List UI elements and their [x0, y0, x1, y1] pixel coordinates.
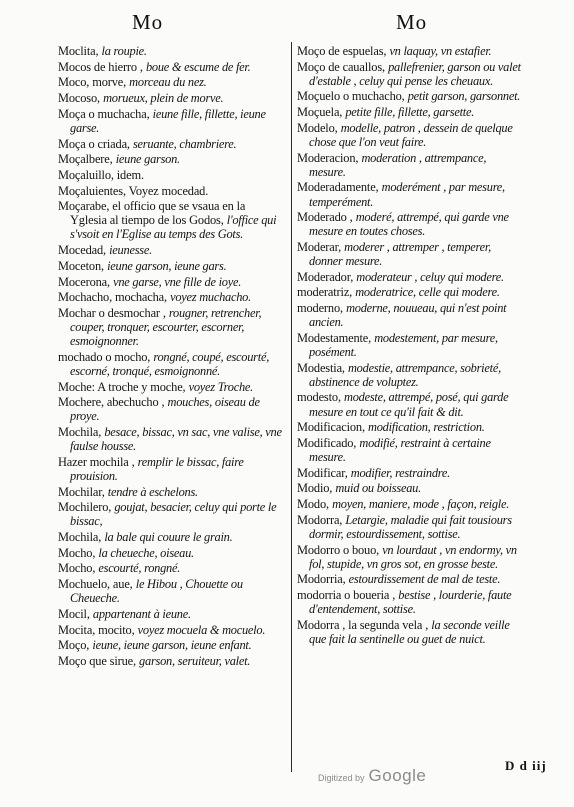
- dictionary-entry: [58, 500, 284, 528]
- entry-headword: Mocedad,: [58, 243, 106, 258]
- entry-headword: Mochilar,: [58, 484, 105, 499]
- entry-translation: moderation , attrempance, mesure.: [309, 150, 487, 179]
- dictionary-entry: [297, 240, 523, 268]
- entry-translation: escourté, rongné.: [98, 561, 181, 576]
- entry-headword: Hazer mochila ,: [58, 454, 135, 469]
- dictionary-entry: [58, 623, 284, 637]
- entry-translation: moderément , par mesure, temperément.: [309, 180, 505, 209]
- entry-translation: appartenant à ieune.: [92, 606, 191, 621]
- entry-headword: Mochilero,: [58, 500, 112, 515]
- dictionary-entry: [58, 243, 284, 257]
- entry-translation: muid ou boisseau.: [335, 481, 421, 496]
- dictionary-entry: [297, 285, 523, 299]
- entry-translation: modelle, patron , dessein de quelque chose que l'on veut faire.: [309, 120, 513, 149]
- entry-headword: modorria o boueria ,: [297, 588, 396, 603]
- entry-headword: Moderacion,: [297, 150, 359, 165]
- dictionary-entry: [58, 380, 284, 394]
- entry-headword: Moçarabe, el officio que se vsaua en la Yglesia al tiempo de los Godos,: [58, 199, 246, 228]
- entry-translation: voyez Troche.: [188, 379, 254, 394]
- dictionary-entry: [58, 137, 284, 151]
- entry-headword: Mochacho, mochacha,: [58, 290, 167, 305]
- entry-headword: Mocho,: [58, 561, 96, 576]
- entry-translation: moderatrice, celle qui modere.: [355, 285, 500, 300]
- dictionary-entry: [297, 420, 523, 434]
- dictionary-entry: [297, 572, 523, 586]
- entry-headword: Moçuela,: [297, 105, 343, 120]
- entry-translation: la cheueche, oiseau.: [98, 545, 194, 560]
- column-divider: [291, 42, 292, 772]
- entry-translation: l'office qui s'vsoit en l'Eglise au temps des Gots.: [70, 213, 277, 242]
- dictionary-entry: [58, 199, 284, 241]
- entry-headword: modesto,: [297, 390, 341, 405]
- entry-translation: morueux, plein de morve.: [103, 91, 224, 106]
- entry-headword: Moço,: [58, 638, 90, 653]
- dictionary-entry: [58, 107, 284, 135]
- entry-headword: Moço de espuelas,: [297, 44, 387, 58]
- dictionary-entry: [58, 60, 284, 74]
- dictionary-entry: [58, 152, 284, 166]
- entry-headword: Modificado,: [297, 435, 357, 450]
- entry-translation: ieune garson.: [115, 152, 180, 167]
- entry-headword: Mochila,: [58, 425, 102, 440]
- entry-translation: la bale qui couure le grain.: [104, 530, 233, 545]
- entry-translation: boue & escume de fer.: [145, 59, 251, 74]
- entry-headword: Moçaluientes, Voyez mocedad.: [58, 183, 209, 198]
- entry-headword: Mocita, mocito,: [58, 622, 135, 637]
- dictionary-entry: [58, 306, 284, 348]
- entry-headword: Moçalbere,: [58, 152, 113, 167]
- dictionary-entry: [297, 618, 523, 646]
- entry-translation: Letargie, maladie qui fait tousiours dormir, estourdissement, sottise.: [309, 512, 512, 541]
- dictionary-entry: [58, 577, 284, 605]
- entry-translation: vn lourdaut , vn endormy, vn fol, stupide, vn gros sot, en grosse beste.: [309, 542, 517, 571]
- signature-mark: D d iij: [505, 758, 547, 773]
- dictionary-entry: [58, 350, 284, 378]
- entry-headword: Mochere, abechucho ,: [58, 395, 165, 410]
- entry-translation: ieune, ieune garson, ieune enfant.: [92, 638, 252, 653]
- entry-headword: Mocil,: [58, 606, 90, 621]
- dictionary-entry: [58, 91, 284, 105]
- entry-translation: estourdissement de mal de teste.: [348, 572, 501, 587]
- dictionary-entry: [58, 546, 284, 560]
- entry-headword: Moçuelo o muchacho,: [297, 89, 405, 104]
- dictionary-entry: [58, 425, 284, 453]
- entry-headword: Moceton,: [58, 258, 104, 273]
- entry-headword: Moderado ,: [297, 210, 353, 225]
- dictionary-entry: [297, 270, 523, 284]
- entry-headword: Mocos de hierro ,: [58, 59, 143, 74]
- entry-translation: voyez mocuela & mocuelo.: [137, 622, 266, 637]
- entry-translation: le Hibou , Chouette ou Cheueche.: [70, 577, 243, 606]
- entry-headword: Moderadamente,: [297, 180, 379, 195]
- dictionary-entry: [58, 44, 284, 58]
- left-column: [58, 44, 284, 670]
- entry-translation: besace, bissac, vn sac, vne valise, vne faulse housse.: [70, 425, 282, 454]
- dictionary-entry: [58, 561, 284, 575]
- dictionary-entry: [297, 180, 523, 208]
- entry-headword: Modorro o bouo,: [297, 542, 380, 557]
- dictionary-entry: [297, 588, 523, 616]
- entry-translation: moderateur , celuy qui modere.: [356, 269, 504, 284]
- entry-headword: Modificacion,: [297, 420, 365, 435]
- entry-translation: ieunesse.: [109, 243, 152, 258]
- entry-headword: Moça o criada,: [58, 136, 130, 151]
- entry-headword: Moco, morve,: [58, 75, 127, 90]
- entry-headword: mochado o mocho,: [58, 349, 151, 364]
- entry-translation: rongné, coupé, escourté, escorné, tronqué, esmoignonné.: [70, 349, 270, 378]
- entry-translation: seruante, chambriere.: [132, 136, 237, 151]
- running-head-left: Mo: [132, 10, 164, 34]
- dictionary-entry: [58, 455, 284, 483]
- dictionary-entry: [297, 210, 523, 238]
- entry-translation: modestement, par mesure, posément.: [309, 330, 498, 359]
- entry-translation: goujat, besacier, celuy qui porte le bissac,: [70, 500, 277, 529]
- entry-headword: Mochar o desmochar ,: [58, 305, 166, 320]
- entry-headword: Mocerona,: [58, 274, 110, 289]
- entry-headword: Modorra,: [297, 512, 343, 527]
- entry-translation: petite fille, fillette, garsette.: [345, 105, 475, 120]
- watermark-brand: Google: [368, 766, 427, 785]
- dictionary-entry: [58, 275, 284, 289]
- dictionary-entry: [297, 44, 523, 58]
- entry-headword: moderno,: [297, 301, 343, 316]
- dictionary-entry: [58, 184, 284, 198]
- entry-headword: Modio,: [297, 481, 333, 496]
- entry-headword: Moçaluillo, idem.: [58, 167, 144, 182]
- entry-headword: Moço de cauallos,: [297, 59, 385, 74]
- entry-headword: Modo,: [297, 497, 329, 512]
- entry-translation: vne garse, vne fille de ioye.: [113, 274, 242, 289]
- entry-headword: Moclita,: [58, 44, 99, 58]
- right-column: [297, 44, 523, 648]
- running-head-right: Mo: [396, 10, 428, 34]
- entry-translation: modestie, attrempance, sobrieté, abstinence de voluptez.: [309, 360, 501, 389]
- entry-headword: Modestia,: [297, 360, 345, 375]
- entry-translation: tendre à eschelons.: [107, 484, 198, 499]
- dictionary-entry: [297, 60, 523, 88]
- entry-headword: Modorria,: [297, 572, 346, 587]
- entry-translation: bestise , lourderie, faute d'entendement, sottise.: [309, 588, 512, 617]
- entry-headword: Moderar,: [297, 239, 342, 254]
- entry-translation: garson, seruiteur, valet.: [139, 653, 251, 668]
- entry-translation: modifié, restraint à certaine mesure.: [309, 435, 491, 465]
- entry-translation: modification, restriction.: [368, 420, 485, 435]
- dictionary-entry: [58, 530, 284, 544]
- dictionary-entry: [297, 301, 523, 329]
- entry-headword: Mochuelo, aue,: [58, 577, 133, 592]
- dictionary-entry: [297, 481, 523, 495]
- dictionary-entry: [297, 331, 523, 359]
- entry-translation: ieune garson, ieune gars.: [107, 258, 227, 273]
- entry-translation: mouches, oiseau de proye.: [70, 395, 260, 424]
- dictionary-entry: [297, 466, 523, 480]
- entry-translation: remplir le bissac, faire prouision.: [70, 454, 244, 483]
- dictionary-entry: [297, 105, 523, 119]
- dictionary-entry: [297, 390, 523, 418]
- dictionary-entry: [297, 513, 523, 541]
- entry-translation: rougner, retrencher, couper, tronquer, escourter, escorner, esmoignonner.: [70, 305, 262, 349]
- entry-translation: vn laquay, vn estafier.: [389, 44, 492, 58]
- entry-translation: moderé, attrempé, qui garde vne mesure en toutes choses.: [309, 210, 509, 239]
- entry-translation: morceau du nez.: [129, 75, 207, 90]
- entry-headword: Moche: A troche y moche,: [58, 379, 186, 394]
- entry-translation: la roupie.: [101, 44, 147, 58]
- entry-headword: moderatriz,: [297, 285, 353, 300]
- entry-translation: modeste, attrempé, posé, qui garde mesure en tout ce qu'il fait & dit.: [309, 390, 509, 419]
- entry-translation: la seconde veille que fait la sentinelle ou guet de nuict.: [309, 617, 510, 646]
- dictionary-entry: [58, 75, 284, 89]
- dictionary-entry: [297, 361, 523, 389]
- entry-headword: Modificar,: [297, 465, 348, 480]
- dictionary-entry: [297, 151, 523, 179]
- entry-translation: pallefrenier, garson ou valet d'estable , celuy qui pense les cheuaux.: [309, 59, 521, 88]
- dictionary-entry: [58, 485, 284, 499]
- entry-headword: Moderador,: [297, 269, 354, 284]
- entry-translation: ieune fille, fillette, ieune garse.: [70, 106, 266, 135]
- dictionary-entry: [297, 436, 523, 464]
- entry-translation: modifier, restraindre.: [350, 465, 451, 480]
- entry-headword: Modorra , la segunda vela ,: [297, 617, 429, 632]
- dictionary-entry: [297, 121, 523, 149]
- entry-headword: Modestamente,: [297, 330, 372, 345]
- dictionary-entry: [58, 395, 284, 423]
- dictionary-entry: [58, 259, 284, 273]
- entry-headword: Moça o muchacha,: [58, 106, 150, 121]
- dictionary-entry: [58, 607, 284, 621]
- entry-translation: moderne, nouueau, qui n'est point ancien.: [309, 301, 507, 330]
- digitization-watermark: [318, 766, 426, 786]
- entry-headword: Mocoso,: [58, 91, 100, 106]
- dictionary-entry: [297, 497, 523, 511]
- dictionary-entry: [58, 638, 284, 652]
- dictionary-entry: [58, 168, 284, 182]
- dictionary-entry: [58, 654, 284, 668]
- entry-headword: Modelo,: [297, 120, 338, 135]
- dictionary-entry: [297, 543, 523, 571]
- entry-translation: voyez muchacho.: [170, 290, 251, 305]
- entry-translation: petit garson, garsonnet.: [407, 89, 521, 104]
- entry-headword: Moço que sirue,: [58, 653, 136, 668]
- dictionary-entry: [58, 290, 284, 304]
- watermark-prefix: Digitized by: [318, 773, 365, 783]
- entry-translation: moderer , attremper , temperer, donner mesure.: [309, 239, 491, 269]
- entry-headword: Mocho,: [58, 545, 96, 560]
- entry-translation: moyen, maniere, mode , façon, reigle.: [332, 497, 510, 512]
- dictionary-entry: [297, 89, 523, 103]
- entry-headword: Mochila,: [58, 530, 102, 545]
